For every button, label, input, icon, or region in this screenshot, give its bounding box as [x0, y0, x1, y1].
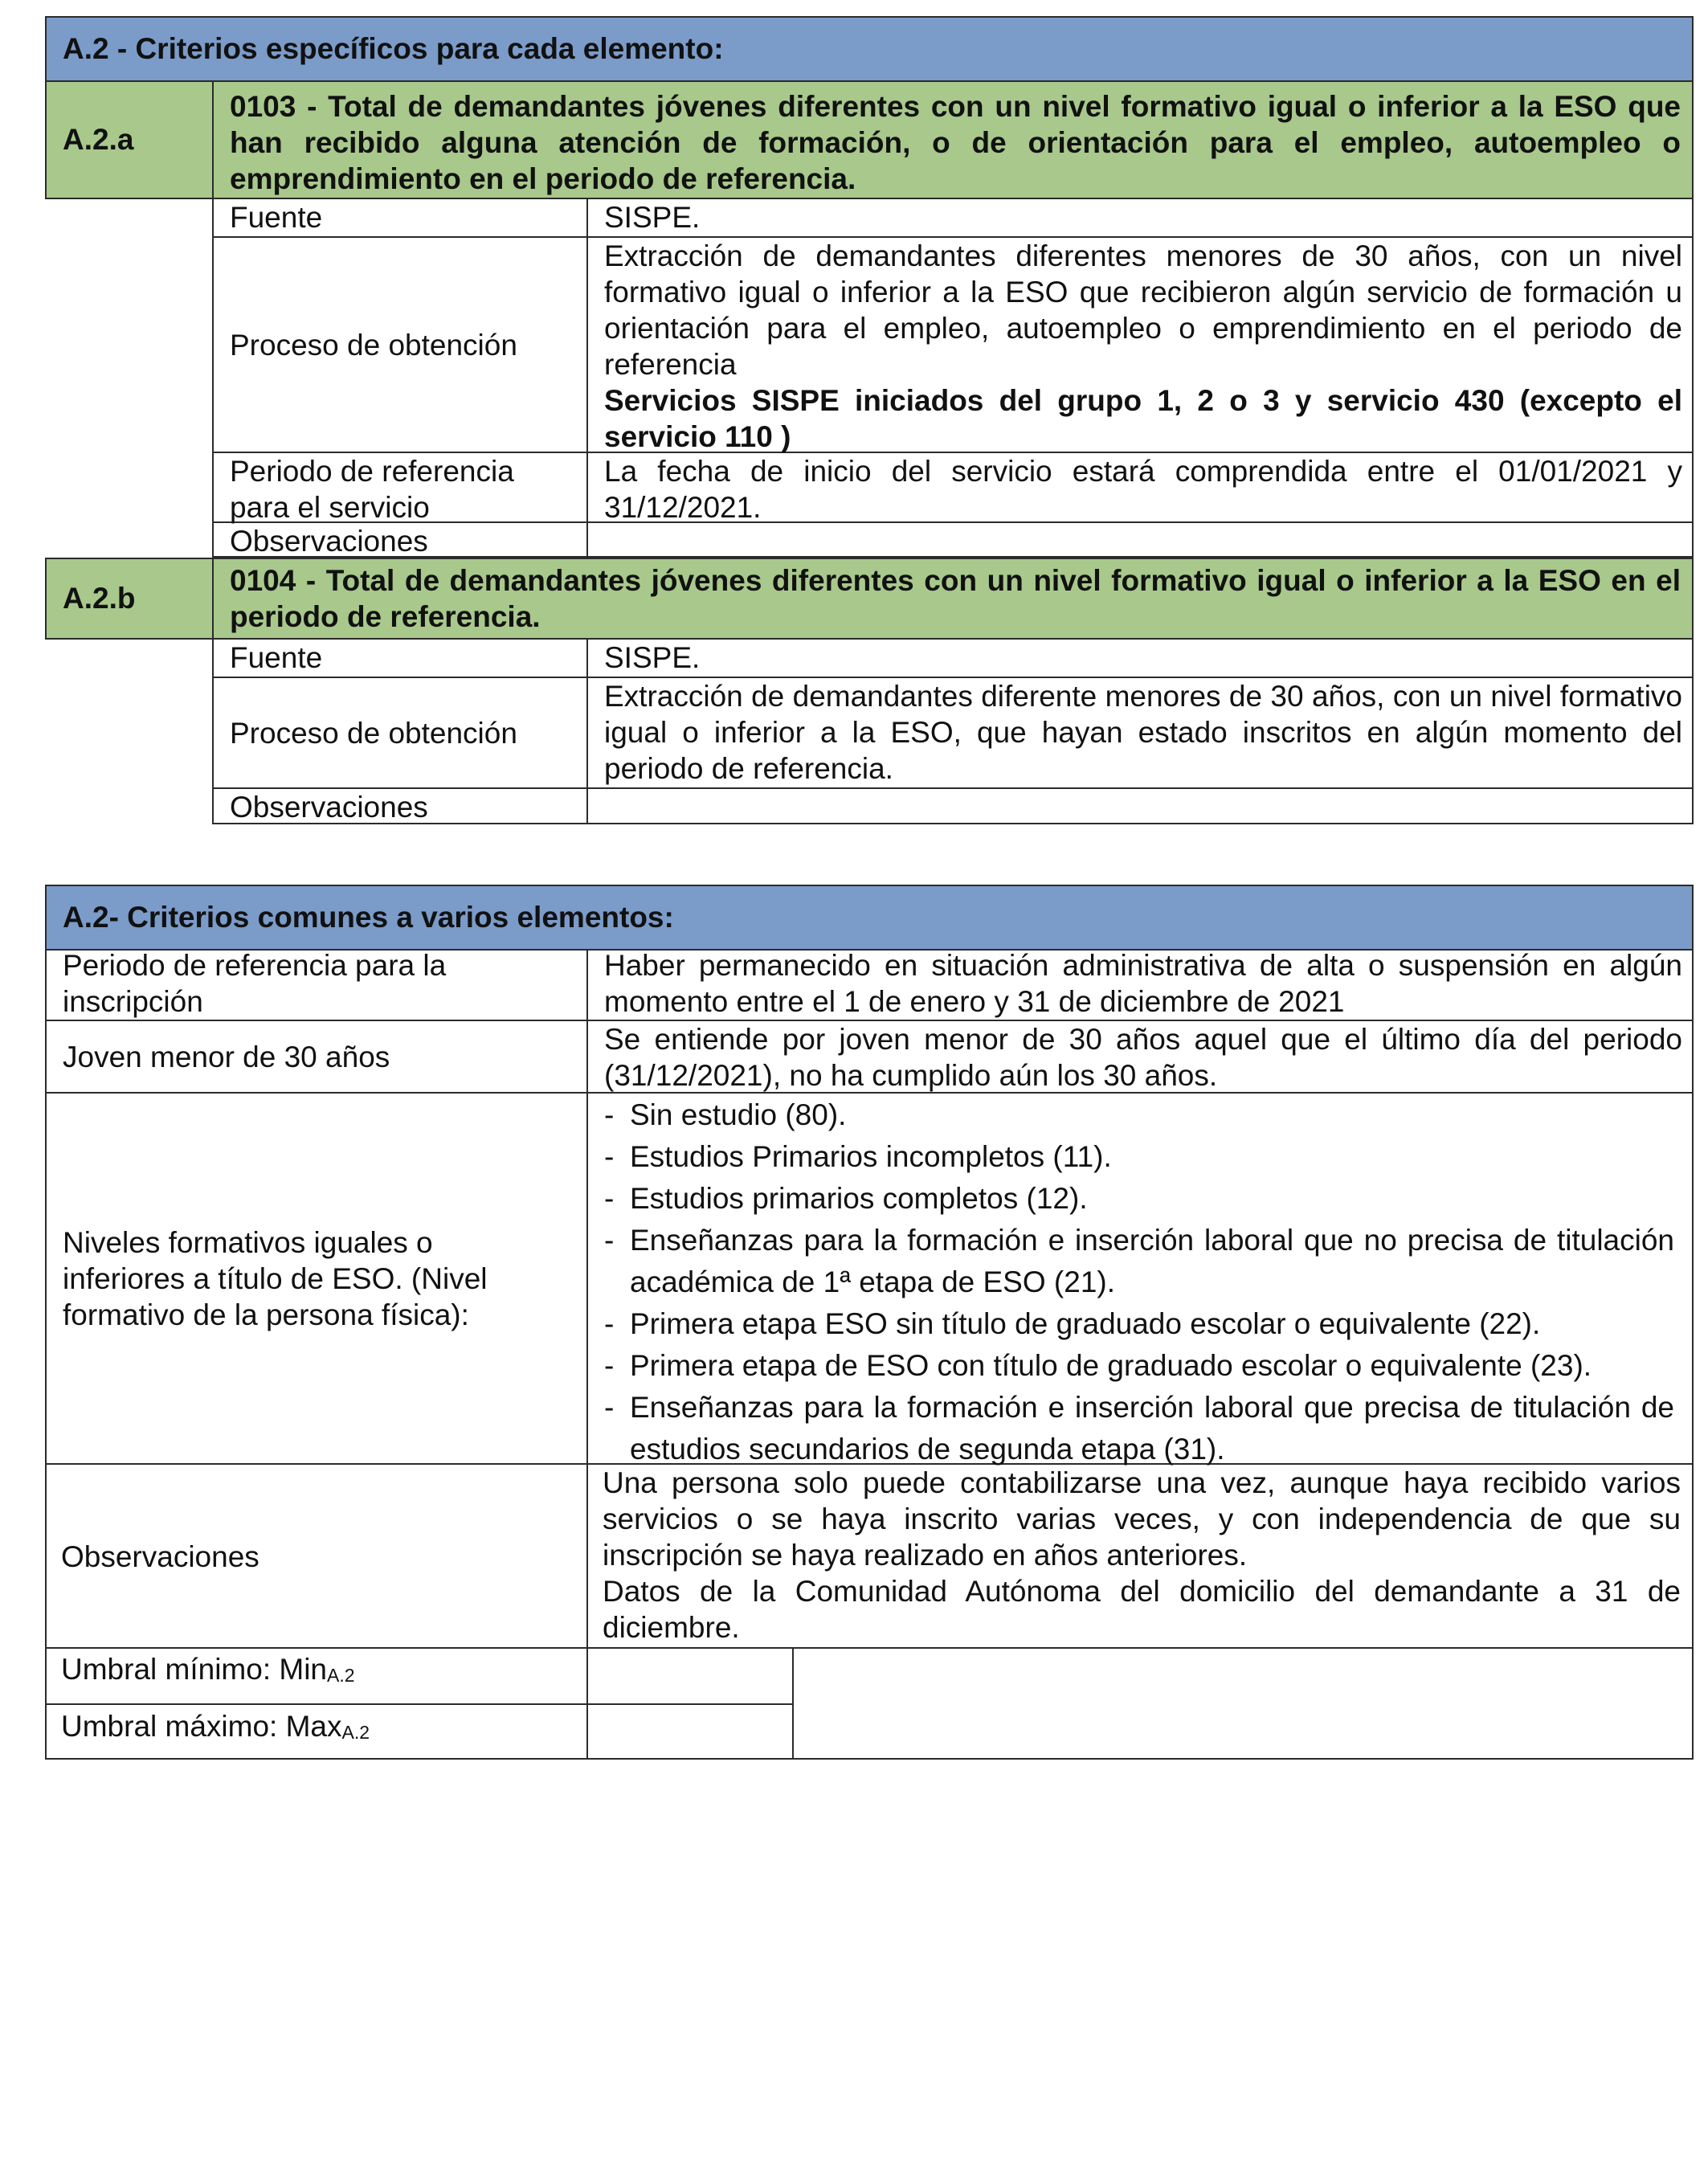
- a2a-periodo-value: La fecha de inicio del servicio estará comprendida entre el 01/01/2021 y 31/12/2021.: [604, 455, 1682, 524]
- a2b-fuente-label: Fuente: [230, 641, 323, 674]
- item-a2b-title: 0104 - Total de demandantes jóvenes diferentes con un nivel formativo igual o inferior a la ESO en el periodo de referencia.: [230, 564, 1681, 633]
- common-joven-value: Se entiende por joven menor de 30 años aquel que el último día del periodo (31/12/2021), no ha cumplido aún los 30 años.: [604, 1023, 1682, 1092]
- a2a-proceso-text: Extracción de demandantes diferentes menores de 30 años, con un nivel formativo igual o inferior a la ESO que recibieron algún servicio de formación u orientación para el empleo, autoempleo o emprendimiento en el periodo de referencia: [604, 239, 1682, 381]
- a2b-fuente-value: SISPE.: [604, 641, 701, 674]
- nivel-bullet-text: Sin estudio (80).: [630, 1098, 847, 1131]
- observaciones-text-1: Una persona solo puede contabilizarse una vez, aunque haya recibido varios servicios o se haya inscrito varias veces, y con independencia de que su inscripción se haya realizado en años anteriores.: [603, 1466, 1681, 1572]
- item-a2a-details: [212, 198, 1694, 558]
- item-a2b-title-row: [45, 558, 1694, 640]
- a2b-proceso-value: Extracción de demandantes diferente menores de 30 años, con un nivel formativo igual o inferior a la ESO, que hayan estado inscritos en algún momento del periodo de referencia.: [604, 680, 1682, 785]
- observaciones-text-2: Datos de la Comunidad Autónoma del domicilio del demandante a 31 de diciembre.: [603, 1575, 1681, 1644]
- bullet-dash: -: [604, 1307, 615, 1340]
- bullet-dash: -: [604, 1349, 615, 1382]
- bullet-dash: -: [604, 1224, 615, 1257]
- common-joven-label: Joven menor de 30 años: [63, 1040, 390, 1073]
- common-observaciones-label: Observaciones: [61, 1539, 259, 1573]
- a2a-fuente-value: SISPE.: [604, 201, 701, 234]
- specific-criteria-title: A.2 - Criterios específicos para cada elemento:: [63, 32, 724, 65]
- nivel-bullet-text: Primera etapa ESO sin título de graduado escolar o equivalente (22).: [630, 1307, 1541, 1340]
- nivel-bullet-text: Estudios primarios completos (12).: [630, 1182, 1088, 1215]
- common-periodo-label: Periodo de referencia para la inscripción: [63, 949, 447, 1018]
- bullet-dash: -: [604, 1140, 615, 1173]
- item-a2b-details: [212, 638, 1694, 824]
- common-niveles-label: Niveles formativos iguales o inferiores a título de ESO. (Nivel formativo de la persona física):: [63, 1225, 488, 1331]
- bullet-dash: -: [604, 1182, 615, 1215]
- a2b-observaciones-label: Observaciones: [230, 791, 428, 824]
- bullet-dash: -: [604, 1098, 615, 1131]
- item-a2a-code: A.2.a: [63, 123, 134, 156]
- nivel-bullet-text: Estudios Primarios incompletos (11).: [630, 1140, 1112, 1173]
- item-a2b-code: A.2.b: [63, 582, 136, 615]
- umbral-maximo-label: Umbral máximo: Max$_{A.2}$: [61, 1710, 370, 1743]
- a2b-proceso-label: Proceso de obtención: [230, 716, 517, 750]
- nivel-bullet-7: [604, 1387, 1674, 1470]
- nivel-bullet-text: Enseñanzas para la formación e inserción laboral que precisa de titulación de estudios secundarios de segunda etapa (31).: [630, 1391, 1674, 1466]
- nivel-bullet-2: [604, 1136, 1674, 1178]
- a2a-proceso-label: Proceso de obtención: [230, 328, 517, 362]
- item-a2a-title-row: [45, 80, 1694, 199]
- nivel-bullet-text: Primera etapa de ESO con título de graduado escolar o equivalente (23).: [630, 1349, 1592, 1382]
- nivel-bullet-4: [604, 1220, 1674, 1303]
- a2a-proceso-bold-text: Servicios SISPE iniciados del grupo 1, 2 o 3 y servicio 430 (excepto el servicio 110 ): [604, 384, 1682, 453]
- nivel-bullet-6: [604, 1345, 1674, 1387]
- bullet-dash: -: [604, 1391, 615, 1424]
- nivel-bullet-3: [604, 1178, 1674, 1220]
- nivel-bullet-text: Enseñanzas para la formación e inserción laboral que no precisa de titulación académica de 1ª etapa de ESO (21).: [630, 1224, 1674, 1298]
- a2a-periodo-label-line1: Periodo de referencia: [230, 455, 514, 488]
- common-criteria-header: [45, 885, 1694, 951]
- a2a-observaciones-label: Observaciones: [230, 525, 428, 558]
- specific-criteria-header: [45, 16, 1694, 82]
- a2a-periodo-label: [230, 453, 514, 525]
- nivel-bullet-5: [604, 1303, 1674, 1345]
- umbral-minimo-label: Umbral mínimo: Min$_{A.2}$: [61, 1653, 355, 1686]
- common-criteria-title: A.2- Criterios comunes a varios elementos:: [63, 901, 674, 934]
- a2a-periodo-label-line2: para el servicio: [230, 491, 430, 524]
- common-observaciones-value: [603, 1465, 1681, 1646]
- item-a2a-title: 0103 - Total de demandantes jóvenes diferentes con un nivel formativo igual o inferior a la ESO que han recibido alguna atención de formación, o de orientación para el empleo, autoempleo o emprendimiento en el periodo de referencia.: [230, 90, 1681, 195]
- common-periodo-value: Haber permanecido en situación administrativa de alta o suspensión en algún momento entre el 1 de enero y 31 de diciembre de 2021: [604, 949, 1682, 1018]
- nivel-bullet-1: [604, 1094, 1674, 1136]
- a2a-fuente-label: Fuente: [230, 201, 323, 234]
- a2a-proceso-value: [604, 238, 1682, 455]
